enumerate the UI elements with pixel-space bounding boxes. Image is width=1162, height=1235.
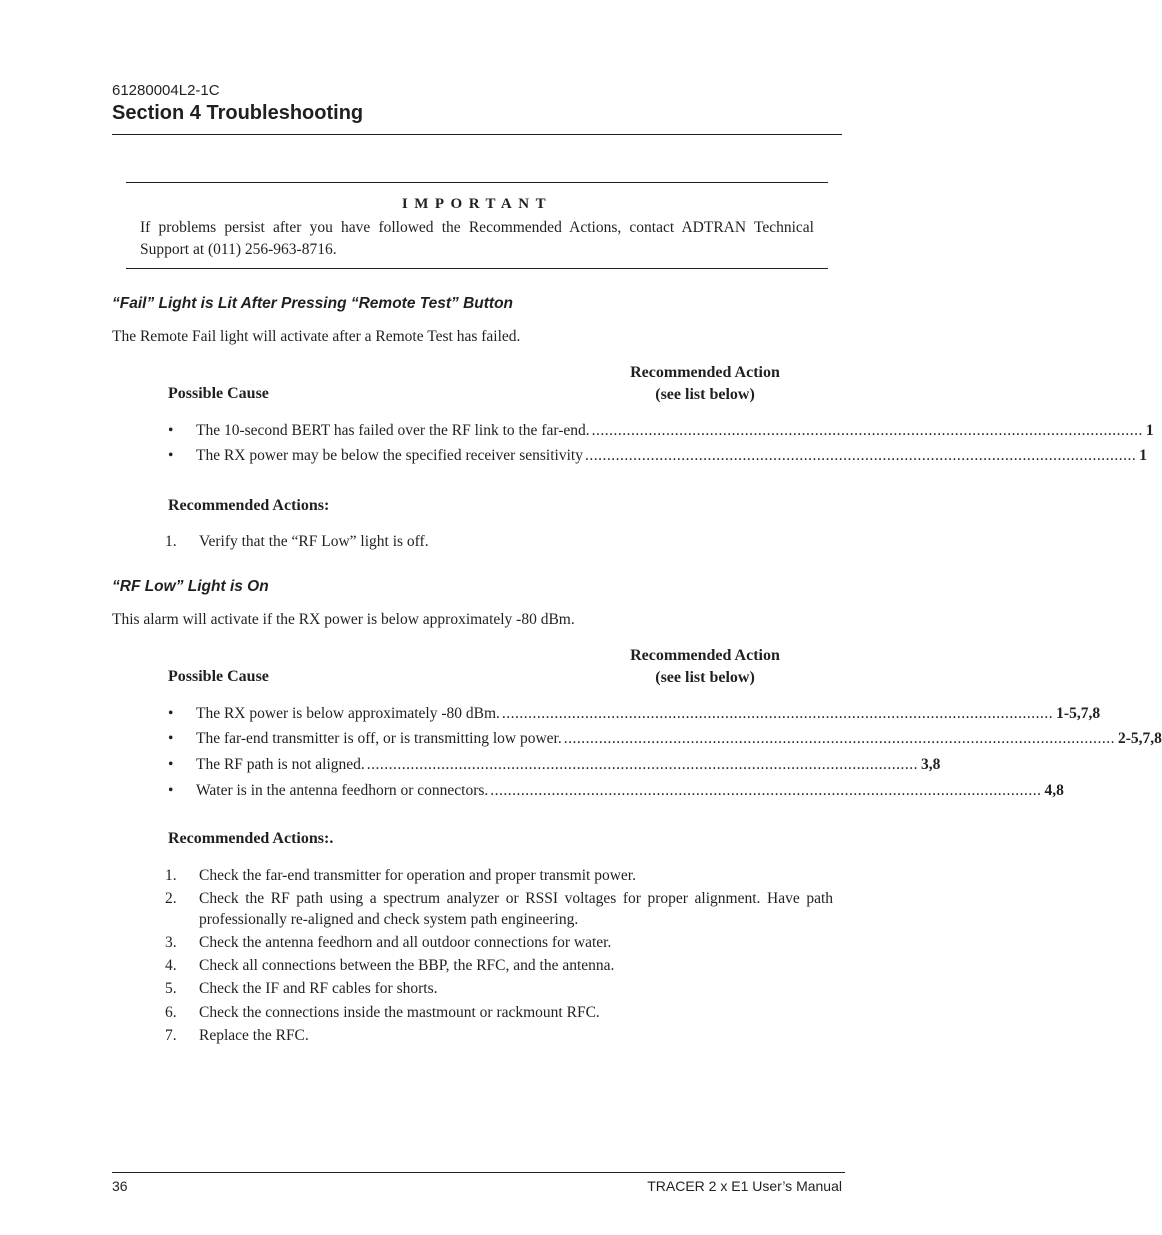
important-title: IMPORTANT (401, 196, 553, 212)
cause-text: The RX power is below approximately -80 dBm. (196, 705, 500, 722)
action-code: 2-5,7,8 (1117, 730, 1162, 747)
action-code: 1-5,7,8 (1056, 705, 1101, 722)
cause-row (168, 782, 1064, 804)
action-number: 1. (165, 867, 177, 884)
dot-leader: .............................................................................................................................. (563, 730, 1115, 747)
important-top-rule (126, 182, 828, 183)
action-number: 4. (165, 957, 177, 974)
footer-rule (112, 1172, 845, 1173)
action-code: 1 (1145, 422, 1154, 439)
subsection-intro: This alarm will activate if the RX power is below approximately -80 dBm. (112, 611, 575, 628)
action-text: Check the RF path using a spectrum analyzer or RSSI voltages for proper alignment. Have path professionally re-aligned and check system path engineering. (199, 890, 833, 928)
recommended-actions-heading: Recommended Actions: (168, 497, 330, 514)
action-item (165, 866, 833, 887)
action-code: 4,8 (1044, 782, 1064, 799)
action-item (165, 956, 833, 977)
cause-text: The RX power may be below the specified receiver sensitivity (196, 447, 583, 464)
cause-text: The 10-second BERT has failed over the RF link to the far-end. (196, 422, 590, 439)
action-text: Check the far-end transmitter for operation and proper transmit power. (199, 867, 636, 884)
bullet: • (168, 422, 174, 439)
dot-leader: .............................................................................................................................. (366, 756, 919, 773)
cause-row (168, 705, 1101, 727)
recommended-action-column-header (605, 362, 805, 406)
document-number: 61280004L2-1C (112, 82, 220, 99)
action-text: Replace the RFC. (199, 1027, 309, 1044)
recommended-actions-heading: Recommended Actions:. (168, 830, 334, 847)
bullet: • (168, 447, 174, 464)
cause-row (168, 730, 1162, 752)
cause-row (168, 447, 1147, 469)
dot-leader: .............................................................................................................................. (584, 447, 1137, 464)
action-number: 7. (165, 1027, 177, 1044)
header-rule (112, 134, 842, 135)
column-header-line: Recommended Action (630, 647, 780, 664)
bullet: • (168, 756, 174, 773)
cause-text: The far-end transmitter is off, or is transmitting low power. (196, 730, 562, 747)
page-number: 36 (112, 1178, 128, 1194)
subsection-intro: The Remote Fail light will activate after a Remote Test has failed. (112, 328, 521, 345)
dot-leader: .............................................................................................................................. (490, 782, 1042, 799)
action-code: 1 (1139, 447, 1147, 464)
important-text: If problems persist after you have followed the Recommended Actions, contact ADTRAN Technical Support at (011) 256-963-8716. (140, 219, 814, 258)
action-number: 2. (165, 890, 177, 907)
manual-title: TRACER 2 x E1 User’s Manual (647, 1178, 842, 1194)
recommended-action-column-header (605, 645, 805, 689)
dot-leader: .............................................................................................................................. (591, 422, 1143, 439)
important-bottom-rule (126, 268, 828, 269)
action-number: 5. (165, 980, 177, 997)
cause-row (168, 422, 1154, 444)
possible-cause-column-header: Possible Cause (168, 385, 269, 402)
action-number: 3. (165, 934, 177, 951)
action-text: Check the IF and RF cables for shorts. (199, 980, 438, 997)
column-header-line: (see list below) (655, 669, 755, 686)
bullet: • (168, 705, 174, 722)
bullet: • (168, 782, 174, 799)
possible-cause-column-header: Possible Cause (168, 668, 269, 685)
cause-text: The RF path is not aligned. (196, 756, 365, 773)
action-item (165, 979, 833, 1000)
column-header-line: (see list below) (655, 386, 755, 403)
section-title: Section 4 Troubleshooting (112, 102, 364, 124)
action-number: 1. (165, 533, 177, 550)
subsection-heading-rf-low: “RF Low” Light is On (112, 578, 269, 595)
action-text: Check all connections between the BBP, the RFC, and the antenna. (199, 957, 615, 974)
action-item (165, 1026, 833, 1047)
action-text: Check the antenna feedhorn and all outdoor connections for water. (199, 934, 612, 951)
cause-row (168, 756, 941, 778)
dot-leader: .............................................................................................................................. (501, 705, 1054, 722)
action-text: Check the connections inside the mastmount or rackmount RFC. (199, 1004, 600, 1021)
cause-text: Water is in the antenna feedhorn or connectors. (196, 782, 489, 799)
action-item (165, 1003, 833, 1024)
action-item (165, 532, 833, 553)
action-code: 3,8 (921, 756, 941, 773)
subsection-heading-fail-light: “Fail” Light is Lit After Pressing “Remote Test” Button (112, 295, 514, 312)
action-number: 6. (165, 1004, 177, 1021)
column-header-line: Recommended Action (630, 364, 780, 381)
bullet: • (168, 730, 174, 747)
action-item (165, 933, 833, 954)
action-text: Verify that the “RF Low” light is off. (199, 533, 429, 550)
action-item (165, 889, 833, 930)
